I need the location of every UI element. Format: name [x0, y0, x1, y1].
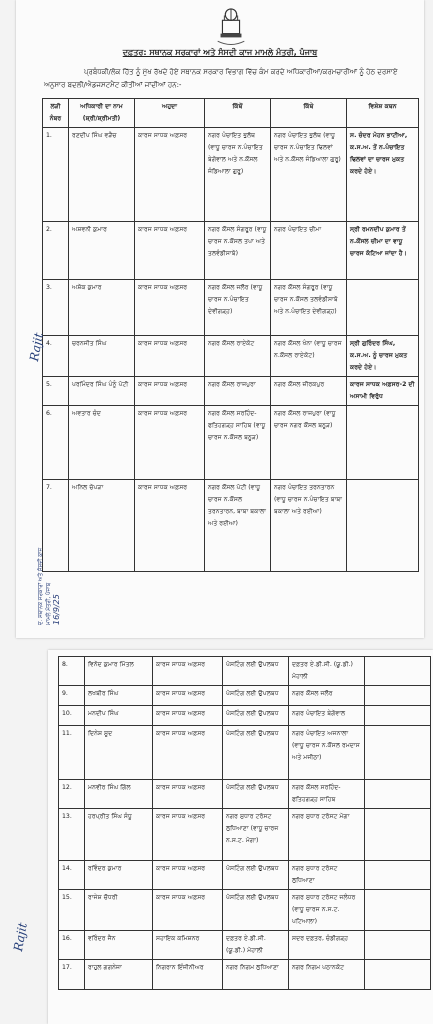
table-row — [59, 931, 431, 960]
cell-name: ਰਵਿੰਦਰ ਕੁਮਾਰ — [85, 861, 153, 890]
table-body-page-1 — [43, 128, 419, 572]
cell-to: ਨਗਰ ਕੌਂਸਲ ਜ਼ੀਰਕਪੁਰ — [271, 377, 347, 406]
cell-name: ਚਰਨਜੀਤ ਸਿੰਘ — [69, 336, 135, 377]
cell-name: ਵਰਿੰਦਰ ਜੈਨ — [85, 931, 153, 960]
cell-no: 13. — [59, 809, 85, 861]
cell-name: ਅਵਤਾਰ ਚੰਦ — [69, 406, 135, 480]
officer-signature: Rajit — [27, 331, 46, 363]
header-to: ਕਿੱਥੇ — [271, 99, 347, 128]
table-row — [59, 890, 431, 931]
cell-from: ਪੋਸਟਿੰਗ ਲਈ ਉਪਲਬਧ — [223, 861, 289, 890]
header-remarks: ਵਿਸ਼ੇਸ਼ ਕਥਨ — [347, 99, 419, 128]
cell-no: 16. — [59, 931, 85, 960]
cell-remarks — [347, 480, 419, 572]
cell-no: 5. — [43, 377, 69, 406]
cell-from: ਨਗਰ ਕੌਂਸਲ ਪੱਟੀ (ਵਾਧੂ ਚਾਰਜ ਨ.ਕੌਂਸਲ ਤਰਨਤਾਰਨ, ਬਾਬਾ ਬਕਾਲਾ ਅਤੇ ਰਈਆ) — [205, 480, 271, 572]
cell-no: 8. — [59, 657, 85, 686]
header-post: ਅਹੁਦਾ — [135, 99, 205, 128]
header-officer-name: ਅਧਿਕਾਰੀ ਦਾ ਨਾਮ (ਸ਼੍ਰੀ/ਸ਼੍ਰੀਮਤੀ) — [69, 99, 135, 128]
cell-name: ਹਰਪ੍ਰੀਤ ਸਿੰਘ ਸੰਧੂ — [85, 809, 153, 861]
cell-name: ਮਨਵੀਰ ਸਿੰਘ ਗਿੱਲ — [85, 780, 153, 809]
cell-to: ਨਗਰ ਸੁਧਾਰ ਟਰੱਸਟ ਮੋਗਾ — [289, 809, 365, 861]
cell-from: ਨਗਰ ਕੌਂਸਲ ਸੰਗਰੂਰ (ਵਾਧੂ ਚਾਰਜ ਨ.ਕੌਂਸਲ ਤਪਾ ਅਤੇ ਤਲਵੰਡੀਸਾਬੋ) — [205, 222, 271, 280]
cell-no: 1. — [43, 128, 69, 222]
cell-name: ਅਨਿਲ ਚੋਪੜਾ — [69, 480, 135, 572]
cell-post: ਕਾਰਜ ਸਾਧਕ ਅਫ਼ਸਰ — [135, 480, 205, 572]
cell-name: ਅਸ਼ੋਕ ਕੁਮਾਰ — [69, 280, 135, 336]
cell-no: 4. — [43, 336, 69, 377]
table-row — [59, 686, 431, 706]
received-stamp — [37, 495, 61, 625]
office-title: ਦਫ਼ਤਰ: ਸਥਾਨਕ ਸਰਕਾਰਾਂ ਅਤੇ ਸੰਸਦੀ ਕਾਜ ਮਾਮਲੇ ਮੰਤਰੀ, ਪੰਜਾਬ — [122, 48, 318, 57]
cell-name: ਵਿਨੋਦ ਕੁਮਾਰ ਮਿੱਤਲ — [85, 657, 153, 686]
table-row — [43, 336, 419, 377]
cell-name: ਦਿਨੇਸ਼ ਸੂਦ — [85, 726, 153, 780]
cell-remarks — [365, 657, 431, 686]
cell-remarks: ਸ੍ਰੀ ਗੁਰਿੰਦਰ ਸਿੰਘ, ਕ.ਸ.ਅ. ਨੂੰ ਚਾਰਜ ਮੁਕਤ ਕਰਦੇ ਹੋਏ। — [347, 336, 419, 377]
officer-signature-2: Rajit — [11, 921, 30, 953]
cell-from: ਪੋਸਟਿੰਗ ਲਈ ਉਪਲਬਧ — [223, 686, 289, 706]
cell-remarks — [365, 726, 431, 780]
cell-post: ਕਾਰਜ ਸਾਧਕ ਅਫ਼ਸਰ — [153, 780, 223, 809]
cell-remarks — [365, 809, 431, 861]
cell-name: ਪਰਮਿੰਦਰ ਸਿੰਘ ਪੰਨੂੰ ਪੱਟੀ — [69, 377, 135, 406]
cell-post: ਕਾਰਜ ਸਾਧਕ ਅਫ਼ਸਰ — [153, 890, 223, 931]
transfer-table-page-1 — [42, 98, 419, 572]
cell-to: ਨਗਰ ਕੌਂਸਲ ਰਾਜਪੁਰਾ (ਵਾਧੂ ਚਾਰਜ ਨਗਰ ਕੌਂਸਲ ਬਨੂੜ) — [271, 406, 347, 480]
cell-remarks — [365, 931, 431, 960]
table-row — [43, 406, 419, 480]
cell-post: ਕਾਰਜ ਸਾਧਕ ਅਫ਼ਸਰ — [153, 809, 223, 861]
state-emblem-icon — [212, 6, 250, 46]
cell-to: ਨਗਰ ਪੰਚਾਇਤ ਭੁਲੱਥ (ਵਾਧੂ ਚਾਰਜ ਨ.ਪੰਚਾਇਤ ਢਿਲਵਾਂ ਅਤੇ ਨ.ਕੌਂਸਲ ਜੰਡਿਆਲਾ ਗੁਰੂ) — [271, 128, 347, 222]
header-serial-no: ਲੜੀ ਨੰਬਰ — [43, 99, 69, 128]
cell-to: ਨਗਰ ਕੌਂਸਲ ਸੰਗਰੂਰ (ਵਾਧੂ ਚਾਰਜ ਨ.ਕੌਂਸਲ ਤਲਵੰਡੀਸਾਬੋ ਅਤੇ ਨ.ਪੰਚਾਇਤ ਦੇਵੀਗੜ੍ਹ) — [271, 280, 347, 336]
cell-to: ਨਗਰ ਪੰਚਾਇਤ ਚੀਮਾ — [271, 222, 347, 280]
cell-no: 2. — [43, 222, 69, 280]
cell-post: ਕਾਰਜ ਸਾਧਕ ਅਫ਼ਸਰ — [135, 377, 205, 406]
cell-from: ਨਗਰ ਕੌਂਸਲ ਸਰਹਿੰਦ-ਫਤਿਹਗੜ੍ਹ ਸਾਹਿਬ (ਵਾਧੂ ਚਾਰਜ ਨ.ਕੌਂਸਲ ਬਨੂੜ) — [205, 406, 271, 480]
table-row — [59, 861, 431, 890]
table-row — [43, 222, 419, 280]
cell-from: ਨਗਰ ਪੰਚਾਇਤ ਭੁਲੱਥ (ਵਾਧੂ ਚਾਰਜ ਨ.ਪੰਚਾਇਤ ਬੇਗੋਵਾਲ ਅਤੇ ਨ.ਕੌਂਸਲ ਜੰਡਿਆਲਾ ਗੁਰੂ) — [205, 128, 271, 222]
transfer-table-page-2 — [58, 656, 431, 990]
cell-post: ਕਾਰਜ ਸਾਧਕ ਅਫ਼ਸਰ — [135, 336, 205, 377]
cell-remarks — [365, 890, 431, 931]
cell-no: 7. — [43, 480, 69, 572]
document-page-1 — [16, 0, 424, 638]
cell-no: 9. — [59, 686, 85, 706]
cell-to: ਨਗਰ ਕੌਂਸਲ ਖੰਨਾ (ਵਾਧੂ ਚਾਰਜ ਨ.ਕੌਂਸਲ ਰਾਏਕੋਟ) — [271, 336, 347, 377]
header-from: ਕਿੱਥੋਂ — [205, 99, 271, 128]
document-page-2 — [48, 650, 433, 1024]
cell-no: 15. — [59, 890, 85, 931]
cell-to: ਸਦਰ ਦਫ਼ਤਰ, ਚੰਡੀਗੜ੍ਹ — [289, 931, 365, 960]
cell-from: ਨਗਰ ਨਿਗਮ ਲੁਧਿਆਣਾ — [223, 960, 289, 990]
cell-remarks: ਸ੍ਰੀ ਰਮਨਦੀਪ ਕੁਮਾਰ ਤੋਂ ਨ.ਕੌਂਸਲ ਚੀਮਾ ਦਾ ਵਾਧੂ ਚਾਰਜ ਕੱਟਿਆ ਜਾਂਦਾ ਹੈ। — [347, 222, 419, 280]
cell-name: ਅਸ਼ਵਨੀ ਕੁਮਾਰ — [69, 222, 135, 280]
cell-post: ਕਾਰਜ ਸਾਧਕ ਅਫ਼ਸਰ — [153, 686, 223, 706]
cell-post: ਕਾਰਜ ਸਾਧਕ ਅਫ਼ਸਰ — [135, 128, 205, 222]
cell-remarks: ਕਾਰਜ ਸਾਧਕ ਅਫ਼ਸਰ-2 ਦੀ ਅਸਾਮੀ ਵਿਰੁੱਧ — [347, 377, 419, 406]
cell-to: ਨਗਰ ਨਿਗਮ ਪਠਾਨਕੋਟ — [289, 960, 365, 990]
cell-remarks — [365, 960, 431, 990]
cell-remarks — [347, 406, 419, 480]
cell-no: 10. — [59, 706, 85, 726]
cell-name: ਰਾਹੁਲ ਗਗਨੇਜਾ — [85, 960, 153, 990]
cell-no: 11. — [59, 726, 85, 780]
cell-post: ਸਹਾਇਕ ਕਮਿਸ਼ਨਰ — [153, 931, 223, 960]
table-header-row — [43, 99, 419, 128]
cell-no: 14. — [59, 861, 85, 890]
cell-no: 6. — [43, 406, 69, 480]
table-row — [43, 377, 419, 406]
cell-to: ਨਗਰ ਕੌਂਸਲ ਸਰਹਿੰਦ-ਫਤਿਹਗੜ੍ਹ ਸਾਹਿਬ — [289, 780, 365, 809]
cell-from: ਪੋਸਟਿੰਗ ਲਈ ਉਪਲਬਧ — [223, 657, 289, 686]
cell-name: ਮਨਦੀਪ ਸਿੰਘ — [85, 706, 153, 726]
table-row — [59, 809, 431, 861]
cell-remarks — [365, 861, 431, 890]
cell-to: ਨਗਰ ਸੁਧਾਰ ਟਰੱਸਟ ਜਲੰਧਰ (ਵਾਧੂ ਚਾਰਜ ਨ.ਸ.ਟ. ਪਟਿਆਲਾ) — [289, 890, 365, 931]
cell-no: 3. — [43, 280, 69, 336]
table-row — [59, 960, 431, 990]
cell-no: 17. — [59, 960, 85, 990]
cell-remarks — [365, 706, 431, 726]
cell-from: ਦਫ਼ਤਰ ਏ.ਡੀ.ਸੀ. (ਯੂ.ਡੀ.) ਮੋਹਾਲੀ — [223, 931, 289, 960]
cell-to: ਨਗਰ ਪੰਚਾਇਤ ਤਰਨਤਾਰਨ (ਵਾਧੂ ਚਾਰਜ ਨ.ਪੰਚਾਇਤ ਬਾਬਾ ਬਕਾਲਾ ਅਤੇ ਰਈਆ) — [271, 480, 347, 572]
cell-remarks — [365, 686, 431, 706]
table-row — [59, 726, 431, 780]
cell-from: ਪੋਸਟਿੰਗ ਲਈ ਉਪਲਬਧ — [223, 780, 289, 809]
cell-remarks: ਸ. ਚੰਦਰ ਮੋਹਨ ਭਾਟੀਆ, ਕ.ਸ.ਅ. ਤੋਂ ਨ.ਪੰਚਾਇਤ ਢਿਲਵਾਂ ਦਾ ਚਾਰਜ ਮੁਕਤ ਕਰਦੇ ਹੋਏ। — [347, 128, 419, 222]
cell-remarks — [365, 780, 431, 809]
cell-post: ਕਾਰਜ ਸਾਧਕ ਅਫ਼ਸਰ — [153, 657, 223, 686]
cell-from: ਪੋਸਟਿੰਗ ਲਈ ਉਪਲਬਧ — [223, 726, 289, 780]
cell-from: ਨਗਰ ਸੁਧਾਰ ਟਰੱਸਟ ਲੁਧਿਆਣਾ (ਵਾਧੂ ਚਾਰਜ ਨ.ਸ.ਟ. ਮੋਗਾ) — [223, 809, 289, 861]
table-row — [59, 780, 431, 809]
table-row — [43, 128, 419, 222]
cell-from: ਨਗਰ ਕੌਂਸਲ ਰਾਜਪੁਰਾ — [205, 377, 271, 406]
cell-post: ਨਿਗਰਾਨ ਇੰਜੀਨੀਅਰ — [153, 960, 223, 990]
table-row — [59, 706, 431, 726]
cell-remarks — [347, 280, 419, 336]
cell-to: ਨਗਰ ਸੁਧਾਰ ਟਰੱਸਟ ਲੁਧਿਆਣਾ — [289, 861, 365, 890]
cell-to: ਨਗਰ ਪੰਚਾਇਤ ਅਜਨਾਲਾ (ਵਾਧੂ ਚਾਰਜ ਨ.ਕੌਂਸਲ ਰਮਦਾਸ ਅਤੇ ਮਜੀਠਾ) — [289, 726, 365, 780]
cell-post: ਕਾਰਜ ਸਾਧਕ ਅਫ਼ਸਰ — [135, 406, 205, 480]
stamp-line-2: ਮਾਮਲੇ ਮੰਤਰੀ, ਪੰਜਾਬ — [46, 582, 52, 625]
stamp-line-1: ਦ. ਸਥਾਨਕ ਸਰਕਾਰਾਂ ਅਤੇ ਸੰਸਦੀ ਕਾਜ — [38, 547, 44, 625]
cell-post: ਕਾਰਜ ਸਾਧਕ ਅਫ਼ਸਰ — [153, 706, 223, 726]
cell-from: ਨਗਰ ਕੌਂਸਲ ਰਾਏਕੋਟ — [205, 336, 271, 377]
cell-post: ਕਾਰਜ ਸਾਧਕ ਅਫ਼ਸਰ — [153, 861, 223, 890]
cell-from: ਪੋਸਟਿੰਗ ਲਈ ਉਪਲਬਧ — [223, 890, 289, 931]
table-row — [59, 657, 431, 686]
cell-post: ਕਾਰਜ ਸਾਧਕ ਅਫ਼ਸਰ — [153, 726, 223, 780]
cell-name: ਰਾਜੇਸ਼ ਚੌਧਰੀ — [85, 890, 153, 931]
cell-from: ਪੋਸਟਿੰਗ ਲਈ ਉਪਲਬਧ — [223, 706, 289, 726]
cell-to: ਦਫ਼ਤਰ ਏ.ਡੀ.ਸੀ. (ਯੂ.ਡੀ.) ਮੋਹਾਲੀ — [289, 657, 365, 686]
intro-paragraph: ਪ੍ਰਬੰਧਕੀ/ਲੋਕ ਹਿੱਤ ਨੂੰ ਮੁੱਖ ਰੱਖਦੇ ਹੋਏ ਸਥਾਨਕ ਸਰਕਾਰ ਵਿਭਾਗ ਵਿੱਚ ਕੰਮ ਕਰਦੇ ਅਧਿਕਾਰੀਆਂ/ਕਰਮਚਾਰੀਆਂ ਨੂੰ ਹੇਠ ਦਰਸਾਏ ਅਨੁਸਾਰ ਬਦਲੀ/ਐਡਜਸਟਮੈਂਟ ਕੀਤੀਆਂ ਜਾਂਦੀਆਂ ਹਨ:- — [44, 68, 398, 89]
table-body-page-2 — [59, 657, 431, 990]
cell-no: 12. — [59, 780, 85, 809]
cell-from: ਨਗਰ ਕੌਂਸਲ ਜਲੌਰ (ਵਾਧੂ ਚਾਰਜ ਨ.ਪੰਚਾਇਤ ਦੇਵੀਗੜ੍ਹ) — [205, 280, 271, 336]
table-row — [43, 280, 419, 336]
cell-to: ਨਗਰ ਪੰਚਾਇਤ ਬੇਗੋਵਾਲ — [289, 706, 365, 726]
table-row — [43, 480, 419, 572]
cell-name: ਰਣਦੀਪ ਸਿੰਘ ਵੜੈਚ — [69, 128, 135, 222]
cell-post: ਕਾਰਜ ਸਾਧਕ ਅਫ਼ਸਰ — [135, 280, 205, 336]
cell-to: ਨਗਰ ਕੌਂਸਲ ਜਲੌਰ — [289, 686, 365, 706]
cell-post: ਕਾਰਜ ਸਾਧਕ ਅਫ਼ਸਰ — [135, 222, 205, 280]
cell-name: ਲਖਬੀਰ ਸਿੰਘ — [85, 686, 153, 706]
stamp-date: 16/9/25 — [52, 594, 61, 625]
